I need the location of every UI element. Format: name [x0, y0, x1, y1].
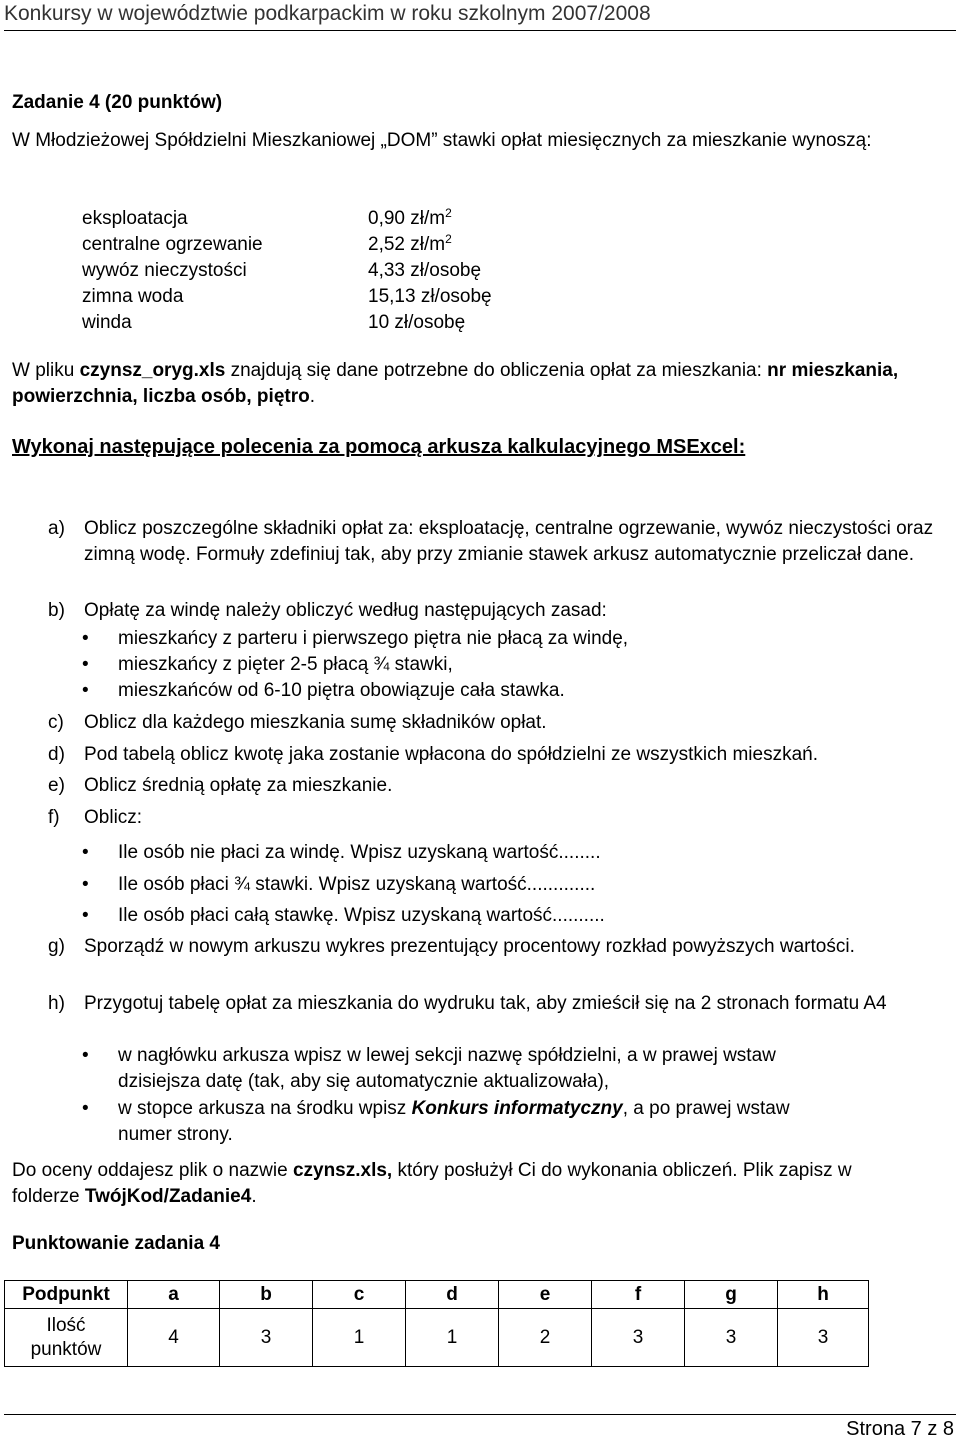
item-f: f) Oblicz:	[48, 807, 143, 828]
page-number: Strona 7 z 8	[846, 1418, 954, 1440]
rates-list	[82, 206, 492, 336]
item-d: d) Pod tabelą oblicz kwotę jaka zostanie wpłacona do spółdzielni ze wszystkich mieszkań.	[48, 744, 818, 765]
submit-file-name: czynsz.xls,	[292, 1160, 393, 1181]
submit-folder: TwójKod/Zadanie4	[84, 1186, 252, 1207]
task-title: Zadanie 4 (20 punktów)	[12, 92, 223, 113]
item-a: a) Oblicz poszczególne składniki opłat za: eksploatację, centralne ogrzewanie, wywóz nieczystości oraz zimną wodę. Formuły zdefiniuj tak, aby przy zmianie stawek arkusz automatycznie przeliczał dane.	[48, 518, 934, 565]
points-label: Ilość punktów	[5, 1309, 128, 1367]
item-b: b) Opłatę za windę należy obliczyć według następujących zasad:	[48, 600, 607, 621]
scoring-header-row: Podpunkt a b c d e f g h	[5, 1281, 869, 1309]
bullet-icon: •	[82, 628, 89, 649]
bullet-icon: •	[82, 654, 89, 675]
bullet-icon: •	[82, 1045, 89, 1066]
page-header: Konkursy w województwie podkarpackim w roku szkolnym 2007/2008	[4, 2, 651, 25]
instruction-heading: Wykonaj następujące polecenia za pomocą arkusza kalkulacyjnego MSExcel:	[12, 436, 746, 458]
submit-paragraph: Do oceny oddajesz plik o nazwie czynsz.xls, który posłużył Ci do wykonania obliczeń. Plik zapisz w folderze TwójKod/Zadanie4.	[12, 1160, 852, 1207]
rate-row: wywóz nieczystości 4,33 zł/osobę	[82, 260, 482, 281]
bullet-icon: •	[82, 874, 89, 895]
scoring-title: Punktowanie zadania 4	[12, 1233, 220, 1254]
rate-row: winda 10 zł/osobę	[82, 312, 466, 333]
item-g: g) Sporządź w nowym arkuszu wykres prezentujący procentowy rozkład powyższych wartości.	[48, 936, 855, 957]
footer-rule	[4, 1414, 956, 1415]
task-intro: W Młodzieżowej Spółdzielni Mieszkaniowej „DOM” stawki opłat miesięcznych za mieszkanie wynoszą:	[12, 130, 872, 151]
scoring-points-row: Ilość punktów 4 3 1 1 2 3 3 3	[5, 1309, 869, 1367]
item-e: e) Oblicz średnią opłatę za mieszkanie.	[48, 775, 393, 796]
bullet-icon: •	[82, 1098, 89, 1119]
field-list: nr mieszkania, powierzchnia, liczba osób, piętro	[12, 360, 899, 407]
item-h: h) Przygotuj tabelę opłat za mieszkania do wydruku tak, aby zmieścił się na 2 stronach formatu A4	[48, 993, 887, 1014]
bullet-icon: •	[82, 905, 89, 926]
item-c: c) Oblicz dla każdego mieszkania sumę składników opłat.	[48, 712, 547, 733]
rate-row: eksploatacja 0,90 $zł/m^2$	[82, 206, 452, 229]
header-rule	[4, 30, 956, 31]
rate-row: zimna woda 15,13 zł/osobę	[82, 286, 492, 307]
rate-row: centralne ogrzewanie 2,52 $zł/m^2$	[82, 232, 452, 255]
file-name: czynsz_oryg.xls	[79, 360, 226, 381]
bullet-icon: •	[82, 680, 89, 701]
bullet-icon: •	[82, 842, 89, 863]
scoring-table	[4, 1280, 869, 1367]
file-paragraph: W pliku czynsz_oryg.xls znajdują się dane potrzebne do obliczenia opłat za mieszkania: nr mieszkania, powierzchnia, liczba osób, piętro.	[12, 360, 899, 407]
